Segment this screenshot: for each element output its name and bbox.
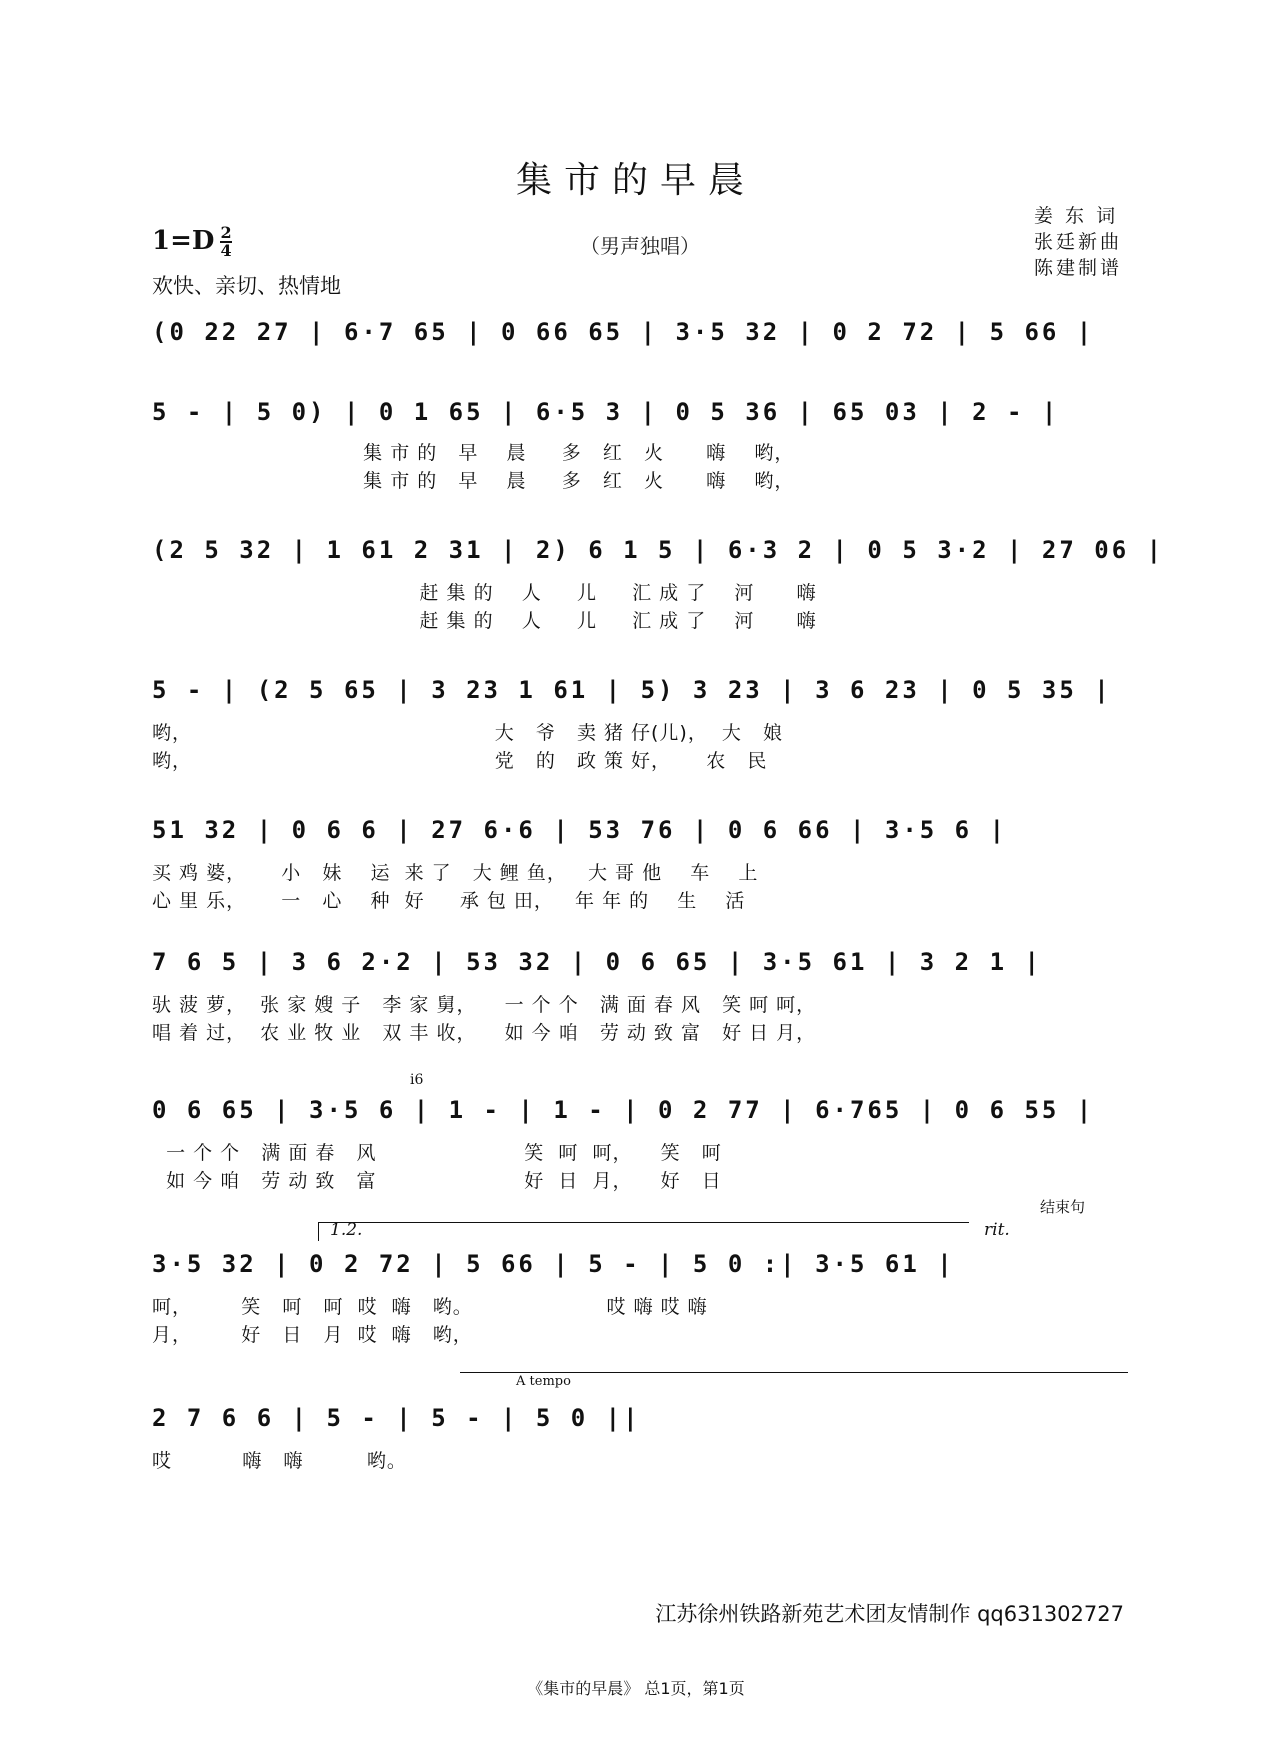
lyric-line-6b: 唱 着 过， 农 业 牧 业 双 丰 收， 如 今 咱 劳 动 致 富 好 日 月， [152,1022,817,1044]
lyric-line-4b: 哟， 党 的 政 策 好， 农 民 [152,750,768,772]
performance-note: （男声独唱） [580,234,700,258]
arranger: 陈建制谱 [1033,257,1122,279]
a-tempo-marking: A tempo [516,1374,571,1389]
song-title: 集市的早晨 [515,160,756,201]
lyric-line-4a: 哟， 大 爷 卖 猪 仔(儿)， 大 娘 [152,722,784,744]
rit-marking: rit. [984,1220,1010,1240]
volta-label: 1.2. [330,1220,363,1240]
page-footer: 《集市的早晨》 总1页，第1页 [527,1679,745,1698]
composer: 张廷新曲 [1033,231,1122,253]
lyric-line-7a: 一 个 个 满 面 春 风 笑 呵 呵， 笑 呵 [152,1142,722,1164]
key-signature [152,225,232,259]
lyric-line-2b: 集 市 的 早 晨 多 红 火 嗨 哟， [152,470,795,492]
lyric-line-8a: 呵， 笑 呵 呵 哎 嗨 哟。 哎 嗨 哎 嗨 [152,1296,708,1318]
lyric-line-3b: 赶 集 的 人 儿 汇 成 了 河 嗨 [152,610,817,632]
volta-bracket [318,1222,969,1241]
lyric-line-6a: 驮 菠 萝， 张 家 嫂 子 李 家 舅， 一 个 个 满 面 春 风 笑 呵 呵， [152,994,817,1016]
lyric-line-2a: 集 市 的 早 晨 多 红 火 嗨 哟， [152,442,795,464]
lyricist: 姜 东 词 [1033,205,1119,227]
time-signature: $\frac{2}{4}$ [220,223,232,260]
score-line-2: 5 - | 5 0) | 0 1 65 | 6·5 3 | 0 5 36 | 65 03 | 2 - | [152,398,1060,426]
tempo-marking: 欢快、亲切、热情地 [152,274,341,298]
lyric-line-7b: 如 今 咱 劳 动 致 富 好 日 月， 好 日 [152,1170,722,1192]
score-line-8: 3·5 32 | 0 2 72 | 5 66 | 5 - | 5 0 :| 3·5 61 | [152,1250,955,1278]
ending-label: 结束句 [1040,1198,1086,1216]
score-line-5: 51 32 | 0 6 6 | 27 6·6 | 53 76 | 0 6 66 | 3·5 6 | [152,816,1008,844]
lyric-line-9a: 哎 嗨 嗨 哟。 [152,1450,407,1472]
score-line-3: (2 5 32 | 1 61 2 31 | 2) 6 1 5 | 6·3 2 | 0 5 3·2 | 27 06 | [152,536,1165,564]
lyric-line-5a: 买 鸡 婆， 小 妹 运 来 了 大 鲤 鱼， 大 哥 他 车 上 [152,862,759,884]
lyric-line-8b: 月， 好 日 月 哎 嗨 哟， [152,1324,473,1346]
lyric-line-3a: 赶 集 的 人 儿 汇 成 了 河 嗨 [152,582,817,604]
production-credit: 江苏徐州铁路新苑艺术团友情制作 qq631302727 [655,1602,1124,1626]
score-line-9: 2 7 6 6 | 5 - | 5 - | 5 0 || [152,1404,641,1432]
lyric-line-5b: 心 里 乐， 一 心 种 好 承 包 田， 年 年 的 生 活 [152,890,746,912]
score-line-6: 7 6 5 | 3 6 2·2 | 53 32 | 0 6 65 | 3·5 61 | 3 2 1 | [152,948,1042,976]
score-line-7: 0 6 65 | 3·5 6 | 1 - | 1 - | 0 2 77 | 6·765 | 0 6 55 | [152,1096,1095,1124]
key-tonic: 1=D [152,226,215,256]
grace-note-mark: i6 [410,1072,424,1088]
credits [1034,203,1122,281]
score-line-1: (0 22 27 | 6·7 65 | 0 66 65 | 3·5 32 | 0 2 72 | 5 66 | [152,318,1095,346]
score-line-4: 5 - | (2 5 65 | 3 23 1 61 | 5) 3 23 | 3 6 23 | 0 5 35 | [152,676,1112,704]
